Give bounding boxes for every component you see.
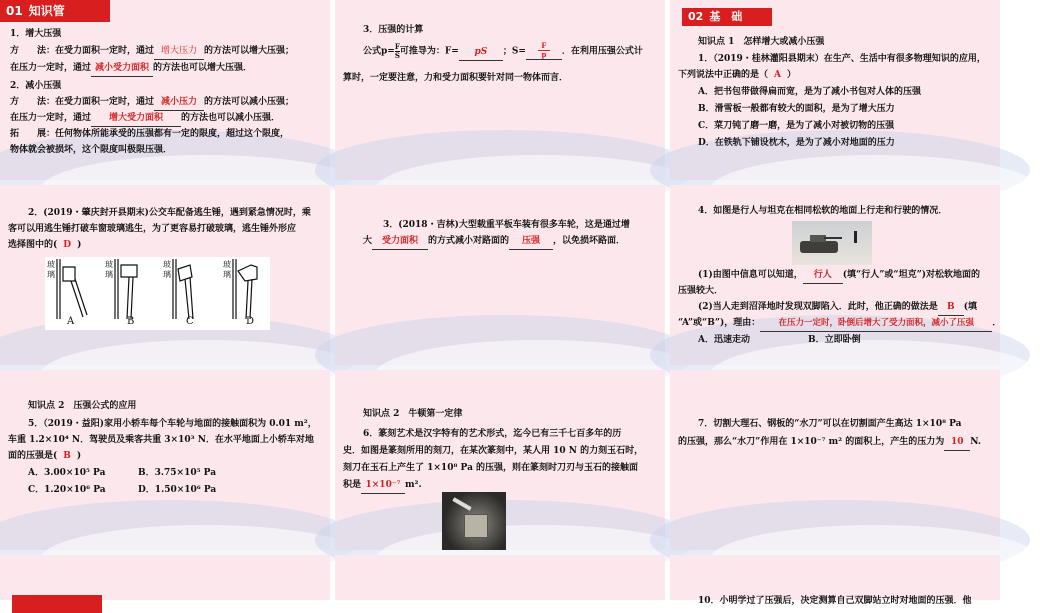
question-text: 刻刀在玉石上产生了 1×10⁸ Pa 的压强，则在篆刻时刀刃与玉石的接触面 xyxy=(343,463,639,473)
question-text xyxy=(343,477,422,494)
glass-label: 璃 xyxy=(163,270,171,279)
text: 可推导为：F= xyxy=(399,46,459,57)
option-d: D．1.50×10⁶ Pa xyxy=(138,485,217,495)
answer-blank: 增大压力 xyxy=(154,43,204,60)
numerator: F xyxy=(394,41,400,51)
slide-question-5 xyxy=(0,370,330,550)
glass-label: 玻 xyxy=(163,260,171,269)
sub-question-2-cont xyxy=(678,315,1001,332)
text: 在压力一定时，通过 xyxy=(10,113,92,123)
option-b: B．3.75×10⁵ Pa xyxy=(138,468,217,478)
glass-label: 玻 xyxy=(223,260,231,269)
option-c: C．菜刀钝了磨一磨，是为了减小对被切物的压强 xyxy=(698,121,895,131)
method-line xyxy=(10,94,294,111)
heading-calc: 3．压强的计算 xyxy=(363,25,424,35)
extension-line: 物体就会被损坏，这个限度叫极限压强． xyxy=(10,145,173,155)
method-line xyxy=(10,60,252,77)
option-label-a: A xyxy=(67,316,75,327)
question-text: 4．如图是行人与坦克在相同松软的地面上行走和行驶的情况． xyxy=(698,206,948,216)
hammer-figure xyxy=(45,257,270,330)
option-a: A．3.00×10⁵ Pa xyxy=(28,468,106,478)
text: (2)当人走到沼泽地时发现双脚陷入．此时，他正确的做法是 xyxy=(698,302,938,312)
answer-blank: 在压力一定时，卧倒后增大了受力面积，减小了压强 xyxy=(760,315,992,332)
text: 方 法：在受力面积一定时，通过 xyxy=(10,97,155,107)
answer-fraction xyxy=(526,42,562,60)
option-b: B．滑雪板一般都有较大的面积，是为了增大压力 xyxy=(698,104,895,114)
question-text: 5．（2019・益阳)家用小轿车每个车轮与地面的接触面积为 0.01 m²， xyxy=(28,419,317,429)
slide-partial-10 xyxy=(0,555,330,600)
banner-title: 知识管 xyxy=(28,4,65,18)
glass-label: 玻 xyxy=(105,260,113,269)
slide-partial-12 xyxy=(670,555,1000,606)
banner-title: 基 础 xyxy=(709,10,743,23)
answer-blank: pS xyxy=(459,44,503,61)
denominator: p xyxy=(541,50,547,59)
slide-knowledge-2 xyxy=(335,0,665,180)
text: 在压力一定时，通过 xyxy=(10,63,92,73)
text: 的方法也可以减小压强． xyxy=(181,113,281,123)
text: 选择图中的( xyxy=(8,240,58,250)
option-c: C．1.20×10⁶ Pa xyxy=(28,485,106,495)
knowledge-point: 知识点 1 怎样增大或减小压强 xyxy=(698,37,825,47)
question-text xyxy=(678,434,981,451)
section-banner xyxy=(12,595,102,613)
sub-question-1 xyxy=(698,267,980,284)
option-label-b: B xyxy=(127,316,135,327)
text: 面的压强是( xyxy=(8,451,58,461)
slide-knowledge-1 xyxy=(0,0,330,180)
heading-decrease: 2．减小压强 xyxy=(10,81,62,91)
text: 方 法：在受力面积一定时，通过 xyxy=(10,46,155,56)
answer-blank: 受力面积 xyxy=(372,233,428,250)
method-line xyxy=(10,110,280,127)
question-text xyxy=(363,233,625,250)
option-label-d: D xyxy=(246,316,255,327)
text: (填“行人”或“坦克”)对松软地面的 xyxy=(842,270,981,280)
options-row xyxy=(28,465,216,481)
question-text xyxy=(8,448,81,464)
sub-question-1-cont: 压强较大． xyxy=(678,286,724,296)
answer-blank: 减小受力面积 xyxy=(91,60,153,77)
glass-label: 璃 xyxy=(47,270,55,279)
text: N. xyxy=(970,437,982,447)
section-banner xyxy=(682,8,772,26)
text: (填 xyxy=(963,302,978,312)
option-b: B．立即卧倒 xyxy=(808,335,861,345)
question-text: 车重 1.2×10⁴ N．驾驶员及乘客共重 3×10³ N．在水平地面上小轿车对地 xyxy=(8,435,314,445)
tank-pedestrian-image xyxy=(792,221,872,265)
answer-blank: 压强 xyxy=(509,233,553,250)
question-text xyxy=(678,67,796,83)
text-line: 算时，一定要注意，力和受力面积要针对同一物体而言． xyxy=(343,73,569,83)
text: 的方法可以减小压强； xyxy=(204,97,295,107)
text: 的方式减小对路面的 xyxy=(428,236,510,246)
answer-blank: 10 xyxy=(944,434,970,451)
text: ．在利用压强公式计 xyxy=(561,46,643,57)
method-line xyxy=(10,43,294,60)
text: ） xyxy=(787,70,797,80)
slide-question-6 xyxy=(335,370,665,550)
question-text: 客可以用逃生锤打破车窗玻璃逃生，为了更容易打破玻璃，逃生锤外形应 xyxy=(8,224,297,234)
answer-blank: 行人 xyxy=(803,267,843,284)
sub-question-2 xyxy=(698,299,977,316)
slide-question-7 xyxy=(670,370,1000,550)
option-d: D．在铁轨下铺设枕木，是为了减小对地面的压力 xyxy=(698,138,895,148)
question-text: 2．(2019・肇庆封开县期末)公交车配备逃生锤，遇到紧急情况时，乘 xyxy=(28,208,311,218)
question-text xyxy=(8,237,81,253)
slide-question-4 xyxy=(670,185,1000,365)
slide-question-2 xyxy=(0,185,330,365)
text: “A”或“B”)，理由： xyxy=(678,318,761,328)
banner-number: 02 xyxy=(688,10,704,23)
question-text: 6．篆刻艺术是汉字特有的艺术形式，迄今已有三千七百多年的历 xyxy=(363,429,622,439)
option-a: A．迅速走动 xyxy=(698,335,750,345)
text: 的方法也可以增大压强． xyxy=(153,63,253,73)
seal-carving-image xyxy=(442,492,506,550)
numerator: F xyxy=(538,42,550,51)
text: 的压强，那么“水刀”作用在 1×10⁻⁷ m² 的面积上，产生的压力为 xyxy=(678,437,945,447)
glass-label: 璃 xyxy=(223,270,231,279)
question-text: 史．如图是篆刻所用的刻刀，在某次篆刻中，某人用 10 N 的力刻玉石时， xyxy=(343,446,644,456)
text: 公式p= xyxy=(363,46,395,57)
glass-label: 玻 xyxy=(47,260,55,269)
section-banner xyxy=(0,0,110,22)
slide-partial-11 xyxy=(335,555,665,600)
answer-blank: 减小压力 xyxy=(154,94,204,111)
text: 大 xyxy=(363,236,373,246)
answer-blank: 增大受力面积 xyxy=(91,110,181,127)
answer-blank: 1×10⁻⁷ xyxy=(361,477,405,494)
option-label-c: C xyxy=(186,316,194,327)
options-row xyxy=(698,332,861,348)
heading-increase: 1．增大压强 xyxy=(10,29,62,39)
text: 积是 xyxy=(343,480,362,490)
question-text: 1．（2019・桂林灌阳县期末）在生产、生活中有很多物理知识的应用， xyxy=(698,54,986,64)
question-text: 10．小明学过了压强后，决定测算自己双脚站立时对地面的压强．他 xyxy=(698,596,972,606)
knowledge-point: 知识点 2 牛顿第一定律 xyxy=(363,409,463,419)
slide-basic-1 xyxy=(670,0,1000,180)
text: ) xyxy=(77,240,82,250)
option-a: A．把书包带做得扁而宽，是为了减小书包对人体的压强 xyxy=(698,87,921,97)
answer: D xyxy=(63,240,72,250)
extension-line: 拓 展：任何物体所能承受的压强都有一定的限度，超过这个限度， xyxy=(10,129,290,139)
hammer-options-svg xyxy=(45,257,270,330)
answer-blank: B xyxy=(938,299,964,316)
text: ． xyxy=(992,318,1002,328)
text: ；S= xyxy=(502,46,526,57)
slide-question-3 xyxy=(335,185,665,365)
text: (1)由图中信息可以知道， xyxy=(698,270,803,280)
text: ，以免损坏路面． xyxy=(553,236,626,246)
banner-number: 01 xyxy=(6,4,23,18)
denominator: S xyxy=(394,50,400,60)
question-text: 3．(2018・吉林)大型载重平板车装有很多车轮，这是通过增 xyxy=(383,220,630,230)
text: ) xyxy=(76,451,82,461)
knowledge-point: 知识点 2 压强公式的应用 xyxy=(28,401,137,411)
options-row xyxy=(28,482,216,498)
answer: B xyxy=(63,451,71,461)
text: 的方法可以增大压强； xyxy=(204,46,295,56)
text: m². xyxy=(405,480,422,490)
text: 下列说法中正确的是（ xyxy=(678,70,769,80)
question-text: 7．切割大理石、钢板的“水刀”可以在切割面产生高达 1×10⁸ Pa xyxy=(698,419,962,429)
glass-label: 璃 xyxy=(105,270,113,279)
answer: A xyxy=(774,70,781,80)
formula-line xyxy=(363,42,643,61)
